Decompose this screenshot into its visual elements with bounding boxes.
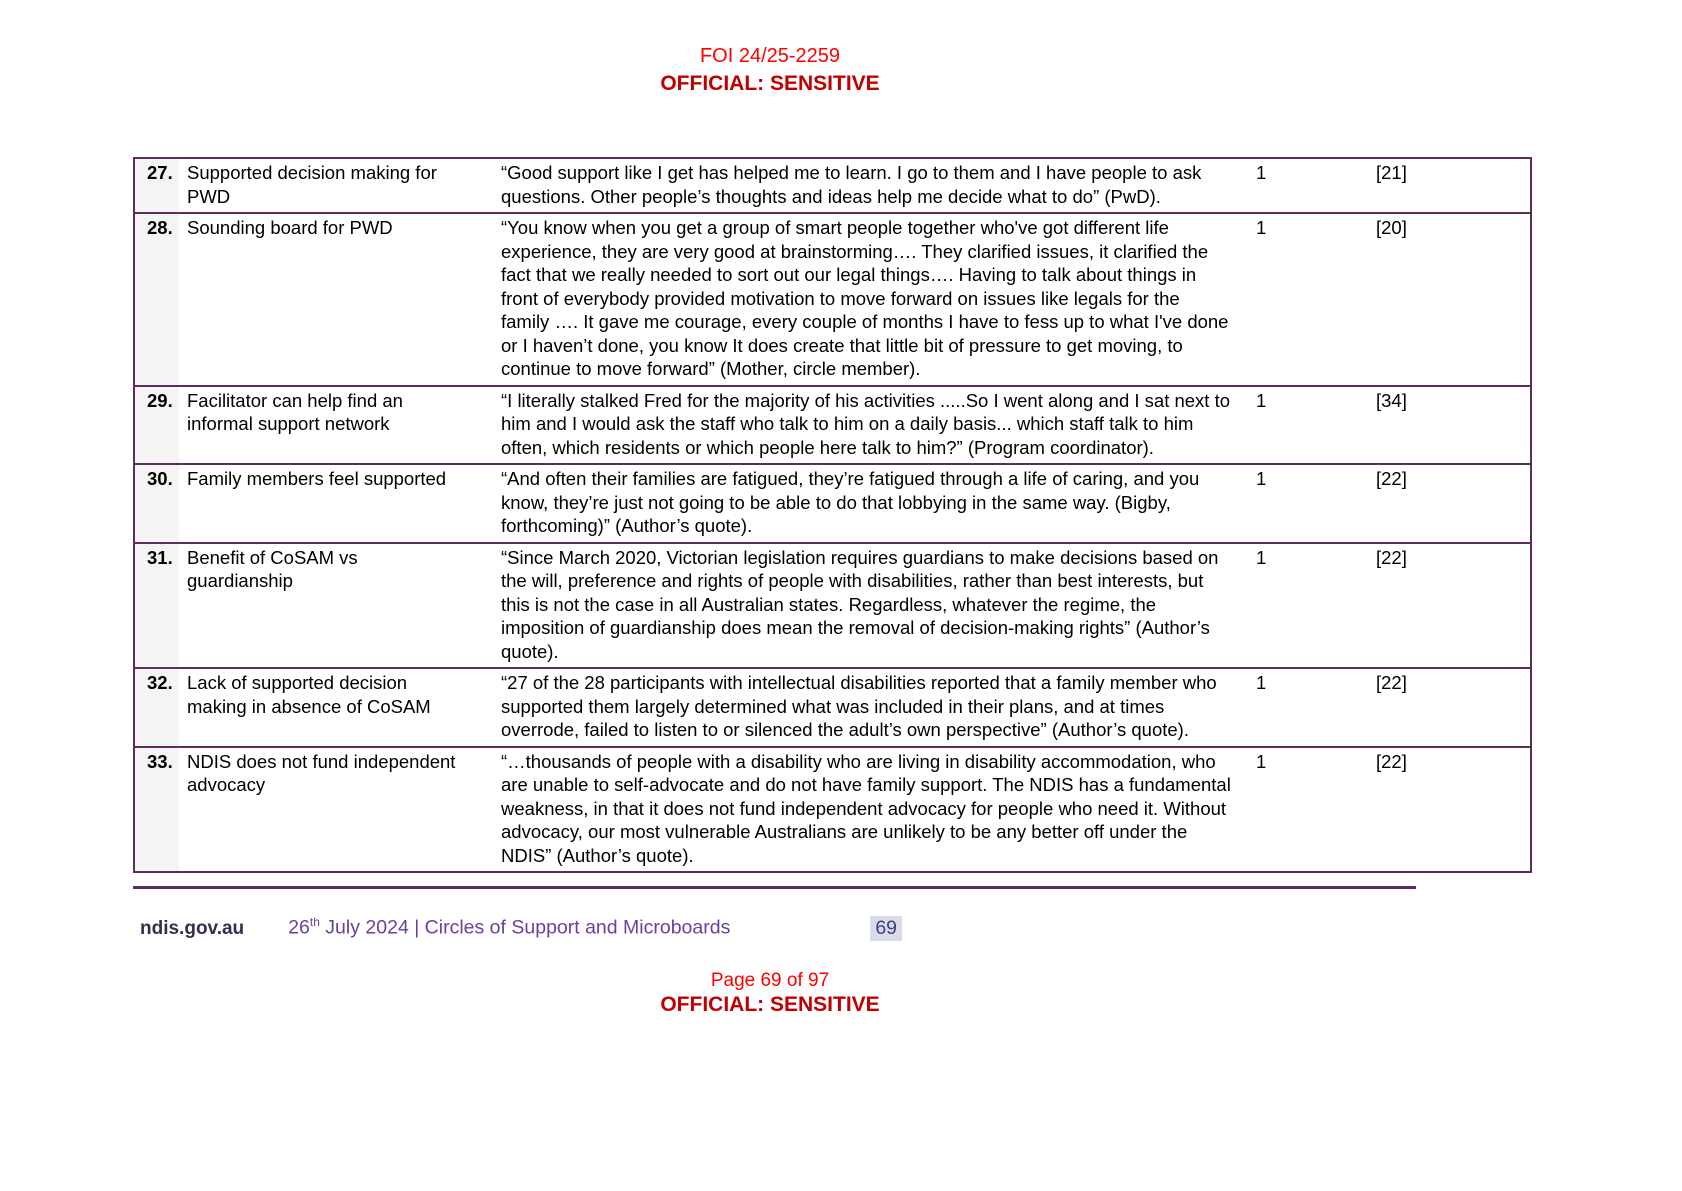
- quote-cell: “I literally stalked Fred for the majority of his activities .....So I went along and I sat next to him and I would ask the staff who talk to him on a daily basis... which staff talk to him often, which residents or which people here talk to him?” (Program coordinator).: [491, 386, 1246, 465]
- page-number-field: 69: [870, 916, 902, 941]
- count-cell: 1: [1246, 668, 1361, 747]
- topic-cell: Sounding board for PWD: [179, 213, 491, 386]
- row-number-cell: 27.: [134, 158, 179, 213]
- table-row: [134, 158, 1531, 213]
- count-cell: 1: [1246, 747, 1361, 873]
- themes-table: [133, 157, 1532, 873]
- quote-cell: “And often their families are fatigued, they’re fatigued through a life of caring, and you know, they’re just not going to be able to do that lobbying in the same way. (Bigby, forthcoming)” (Author’s quote).: [491, 464, 1246, 543]
- quote-cell: “27 of the 28 participants with intellectual disabilities reported that a family member who supported them largely determined what was included in their plans, and at times overrode, failed to listen to or silenced the adult’s own perspective” (Author’s quote).: [491, 668, 1246, 747]
- quote-cell: “You know when you get a group of smart people together who've got different life experience, they are very good at brainstorming…. They clarified issues, it clarified the fact that we really needed to sort out our legal things…. Having to talk about things in front of everybody provided motivation to move forward on issues like legals for the family …. It gave me courage, every couple of months I have to fess up to what I've done or I haven’t done, you know It does create that little bit of pressure to get moving, to continue to move forward” (Mother, circle member).: [491, 213, 1246, 386]
- quote-cell: “Since March 2020, Victorian legislation requires guardians to make decisions based on the will, preference and rights of people with disabilities, rather than best interests, but this is not the case in all Australian states. Regardless, whatever the regime, the imposition of guardianship does mean the removal of decision-making rights” (Author’s quote).: [491, 543, 1246, 669]
- topic-cell: NDIS does not fund independent advocacy: [179, 747, 491, 873]
- reference-cell: [22]: [1361, 668, 1531, 747]
- foi-reference: FOI 24/25-2259: [699, 45, 841, 67]
- reference-cell: [20]: [1361, 213, 1531, 386]
- classification-banner-top: OFFICIAL: SENSITIVE: [660, 72, 880, 95]
- doc-title-text: July 2024 | Circles of Support and Microboards: [319, 916, 731, 939]
- table-row: [134, 213, 1531, 386]
- table-row: [134, 668, 1531, 747]
- row-number-cell: 28.: [134, 213, 179, 386]
- quote-cell: “Good support like I get has helped me to learn. I go to them and I have people to ask questions. Other people’s thoughts and ideas help me decide what to do” (PwD).: [491, 158, 1246, 213]
- reference-cell: [21]: [1361, 158, 1531, 213]
- topic-cell: Lack of supported decision making in absence of CoSAM: [179, 668, 491, 747]
- row-number-cell: 33.: [134, 747, 179, 873]
- count-cell: 1: [1246, 158, 1361, 213]
- topic-cell: Benefit of CoSAM vs guardianship: [179, 543, 491, 669]
- row-number-cell: 29.: [134, 386, 179, 465]
- count-cell: 1: [1246, 464, 1361, 543]
- doc-header: [0, 44, 1540, 97]
- topic-cell: Facilitator can help find an informal support network: [179, 386, 491, 465]
- table-row: [134, 747, 1531, 873]
- row-number-cell: 30.: [134, 464, 179, 543]
- count-cell: 1: [1246, 543, 1361, 669]
- count-cell: 1: [1246, 213, 1361, 386]
- row-number-cell: 31.: [134, 543, 179, 669]
- themes-table-body: [134, 158, 1531, 872]
- topic-cell: Family members feel supported: [179, 464, 491, 543]
- doc-meta: [288, 915, 730, 940]
- topic-cell: Supported decision making for PWD: [179, 158, 491, 213]
- bottom-banner: [0, 969, 1540, 1018]
- reference-cell: [22]: [1361, 464, 1531, 543]
- reference-cell: [34]: [1361, 386, 1531, 465]
- table-row: [134, 386, 1531, 465]
- doc-date-day: 26: [288, 916, 310, 939]
- doc-date-ordinal: th: [309, 915, 320, 929]
- footer-divider: [133, 886, 1416, 889]
- table-row: [134, 543, 1531, 669]
- site-label: ndis.gov.au: [140, 917, 245, 939]
- count-cell: 1: [1246, 386, 1361, 465]
- quote-cell: “…thousands of people with a disability who are living in disability accommodation, who are unable to self-advocate and do not have family support. The NDIS has a fundamental weakness, in that it does not fund independent advocacy for people who need it. Without advocacy, our most vulnerable Australians are unlikely to be any better off under the NDIS” (Author’s quote).: [491, 747, 1246, 873]
- reference-cell: [22]: [1361, 543, 1531, 669]
- classification-banner-bottom: OFFICIAL: SENSITIVE: [660, 992, 880, 1016]
- page-of-label: Page 69 of 97: [710, 969, 830, 991]
- reference-cell: [22]: [1361, 747, 1531, 873]
- table-row: [134, 464, 1531, 543]
- page-footer: [140, 915, 1430, 941]
- row-number-cell: 32.: [134, 668, 179, 747]
